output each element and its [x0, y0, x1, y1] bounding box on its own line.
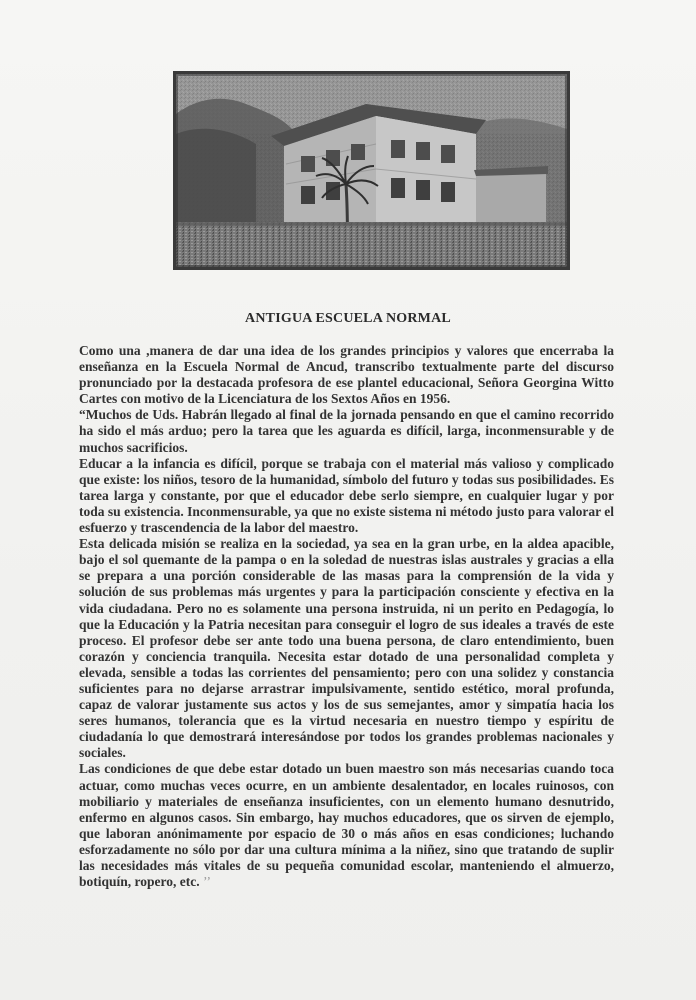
closing-quote-mark: ’’	[203, 874, 212, 890]
document-title: ANTIGUA ESCUELA NORMAL	[245, 311, 451, 326]
paragraph-mission: Esta delicada misión se realiza en la sociedad, ya sea en la gran urbe, en la aldea apacible, bajo el sol quemante de la pampa o en la soledad de nuestras islas australes y gracias a ella se prepara a una porción considerable de las masas para la comprensión de la vida y solución de sus problemas más urgentes y para la participación consciente y efectiva en la vida ciudadana. Pero no es solamente una persona instruida, ni un perito en Pedagogía, lo que la Educación y la Patria necesitan para conseguir el logro de sus ideales a través de este proceso. El profesor debe ser ante todo una buena persona, de claro entendimiento, buen corazón y conciencia tranquila. Necesita estar dotado de una personalidad completa y elevada, sensible a todas las corrientes del pensamiento; pero con una solidez y constancia suficientes para no dejarse arrastrar impulsivamente, sentido estético, moral profunda, capaz de valorar justamente sus actos y los de sus semejantes, amor y simpatía hacia los seres humanos, tolerancia que es la virtud necesaria en nuestro tiempo y espíritu de ciudadanía lo que demostrará interesándose por todos los grandes problemas nacionales y sociales.	[79, 536, 614, 761]
paragraph-educating-children: Educar a la infancia es difícil, porque se trabaja con el material más valioso y complicado que existe: los niños, tesoro de la humanidad, símbolo del futuro y todas sus posibilidades. Es tarea larga y constante, por que el educador debe serlo siempre, en cualquier lugar y por toda su existencia. Inconmensurable, ya que no existe sistema ni método justo para valorar el esfuerzo y trascendencia de la labor del maestro.	[79, 455, 614, 536]
paragraph-conditions	[79, 761, 614, 890]
document-body	[79, 343, 614, 890]
paragraph-conditions-text: Las condiciones de que debe estar dotado un buen maestro son más necesarias cuando toca actuar, como muchas veces ocurre, en un ambiente desalentador, en locales ruinosos, con mobiliario y materiales de enseñanza insuficientes, con un elemento humano desnutrido, enfermo en algunos casos. Sin embargo, hay muchos educadores, que os sirven de ejemplo, que laboran anónimamente por espacio de 30 o más años en esas condiciones; luchando esforzadamente no sólo por dar una cultura mínima a la niñez, sino que tratando de suplir las necesidades más vitales de su pequeña comunidad escolar, manteniendo el almuerzo, botiquín, ropero, etc.	[79, 761, 614, 890]
school-building-photo	[173, 71, 570, 270]
photo-drawing	[176, 74, 567, 267]
paragraph-quote-opening: “Muchos de Uds. Habrán llegado al final de la jornada pensando en que el camino recorrido ha sido el más arduo; pero la tarea que les aguarda es difícil, larga, inconmensurable y de muchos sacrificios.	[79, 407, 614, 455]
paragraph-intro: Como una ,manera de dar una idea de los grandes principios y valores que encerraba la enseñanza en la Escuela Normal de Ancud, transcribo textualmente parte del discurso pronunciado por la destacada profesora de ese plantel educacional, Señora Georgina Witto Cartes con motivo de la Licenciatura de los Sextos Años en 1956.	[79, 343, 614, 407]
